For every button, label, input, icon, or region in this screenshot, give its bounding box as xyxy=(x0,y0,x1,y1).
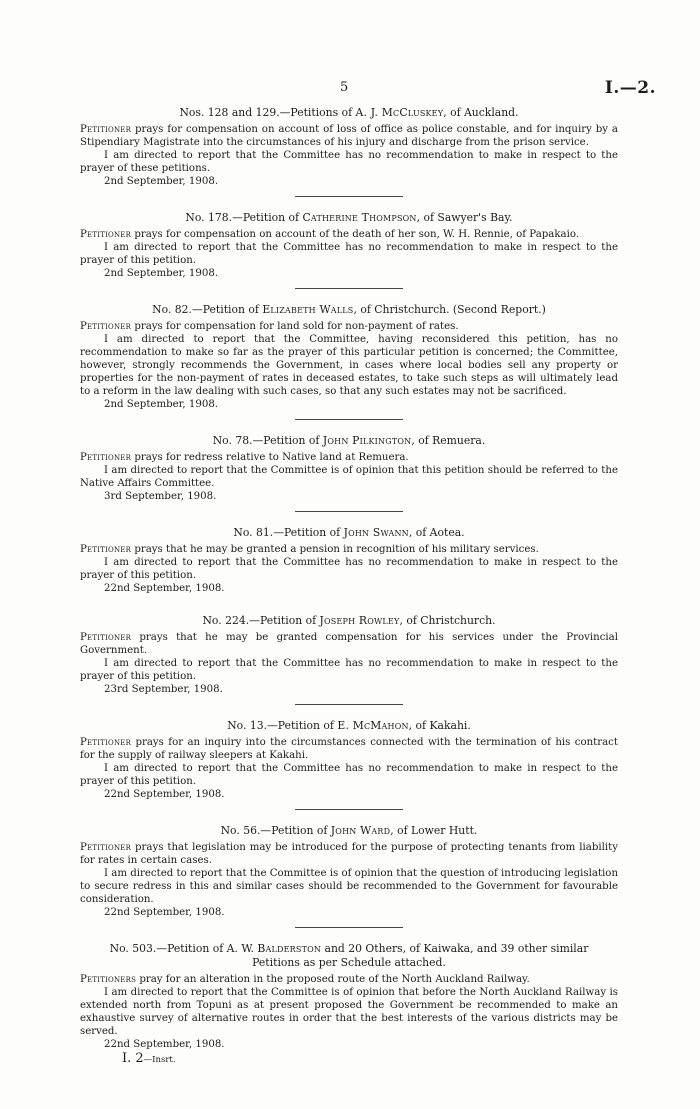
petitioner-name: Catherine Thompson xyxy=(302,211,417,224)
committee-report: I am directed to report that the Committee is of opinion that this petition should be referred to the Native Affairs Committee. xyxy=(80,465,618,489)
petition-prayer: Petitioner prays for compensation on account of the death of her son, W. H. Rennie, of Papakaio. xyxy=(80,229,580,240)
committee-report: I am directed to report that the Committee has no recommendation to make in respect to the prayer of this petition. xyxy=(80,763,618,787)
committee-report: I am directed to report that the Committee, having reconsidered this petition, has no recommendation to make so far as the prayer of this particular petition is concerned; the Committee, however, strongly recommends the Government, in cases where local bodies sell any property or properties for the non-payment of rates in deceased estates, to take such steps as will ultimately lead to a reform in the law dealing with such cases, so that any such estates may not be sacrificed. xyxy=(80,334,618,397)
petition-title: No. 82.—Petition of Elizabeth Walls, of Christchurch. (Second Report.) xyxy=(152,303,546,316)
petitioner-name: John Pilkington xyxy=(322,434,412,447)
petition-title: No. 224.—Petition of Joseph Rowley, of Christchurch. xyxy=(202,614,496,627)
petitioner-name: A. J. McCluskey xyxy=(355,106,444,119)
petition-prayer: Petitioner prays for an inquiry into the circumstances connected with the termination of his contract for the supply of railway sleepers at Kakahi. xyxy=(80,737,618,761)
petition-title: No. 503.—Petition of A. W. Balderston and 20 Others, of Kaiwaka, and 39 other similar Petitions as per Schedule attached. xyxy=(109,942,589,969)
petition-title: Nos. 128 and 129.—Petitions of A. J. McCluskey, of Auckland. xyxy=(179,106,519,119)
section-divider xyxy=(295,419,403,420)
committee-report: I am directed to report that the Committee has no recommendation to make in respect to the prayer of this petition. xyxy=(80,242,618,266)
committee-report: I am directed to report that the Committee is of opinion that the question of introducing legislation to secure redress in this and similar cases should be recommended to the Government for favourable consideration. xyxy=(80,868,618,905)
report-date: 3rd September, 1908. xyxy=(104,491,217,502)
petitioner-name: Elizabeth Walls xyxy=(262,303,354,316)
report-date: 2nd September, 1908. xyxy=(104,176,219,187)
report-date: 22nd September, 1908. xyxy=(104,583,225,594)
petition-prayer: Petitioner prays for compensation for land sold for non-payment of rates. xyxy=(80,321,459,332)
petition-prayer: Petitioner prays that legislation may be introduced for the purpose of protecting tenants from liability for rates in certain cases. xyxy=(80,842,618,866)
report-date: 22nd September, 1908. xyxy=(104,789,225,800)
report-date: 2nd September, 1908. xyxy=(104,399,219,410)
paper-reference: I.—2. xyxy=(604,78,656,98)
petition-entry xyxy=(80,942,618,1051)
petitioner-name: John Swann xyxy=(343,526,409,539)
petition-entry xyxy=(80,526,618,604)
petitioner-name: Balderston xyxy=(257,942,322,955)
footer-reference: I. 2—Insrt. xyxy=(122,1051,176,1066)
committee-report: I am directed to report that the Committee is of opinion that before the North Auckland Railway is extended north from Topuni as at present proposed the Government be recommended to make an exhaustive survey of alternative routes in order that the best interests of the various districts may be served. xyxy=(80,987,618,1037)
page-header xyxy=(0,80,700,100)
report-date: 23rd September, 1908. xyxy=(104,684,223,695)
report-date: 22nd September, 1908. xyxy=(104,907,225,918)
petitions-report xyxy=(80,106,618,1067)
petition-entry xyxy=(80,614,618,705)
report-date: 2nd September, 1908. xyxy=(104,268,219,279)
section-divider xyxy=(295,704,403,705)
section-divider xyxy=(295,511,403,512)
petitioner-name: Joseph Rowley xyxy=(319,614,400,627)
petition-prayer: Petitioner prays for compensation on account of loss of office as police constable, and for inquiry by a Stipendiary Magistrate into the circumstances of his injury and discharge from the prison service. xyxy=(80,124,618,148)
petition-entry xyxy=(80,106,618,197)
committee-report: I am directed to report that the Committee has no recommendation to make in respect to the prayer of these petitions. xyxy=(80,150,618,174)
petition-title: No. 81.—Petition of John Swann, of Aotea. xyxy=(233,526,465,539)
petition-entry xyxy=(80,434,618,512)
petition-entry xyxy=(80,719,618,810)
section-divider xyxy=(295,809,403,810)
petition-title: No. 13.—Petition of E. McMahon, of Kakahi. xyxy=(227,719,471,732)
petition-prayer: Petitioner prays for redress relative to Native land at Remuera. xyxy=(80,452,409,463)
section-divider xyxy=(295,927,403,928)
petition-entry xyxy=(80,211,618,289)
section-divider xyxy=(295,288,403,289)
petition-entry xyxy=(80,303,618,420)
petitioner-name: E. McMahon xyxy=(337,719,409,732)
petitioner-name: John Ward xyxy=(330,824,391,837)
petition-title: No. 56.—Petition of John Ward, of Lower Hutt. xyxy=(220,824,478,837)
section-divider xyxy=(295,196,403,197)
petition-prayer: Petitioners pray for an alteration in the proposed route of the North Auckland Railway. xyxy=(80,974,530,985)
committee-report: I am directed to report that the Committee has no recommendation to make in respect to the prayer of this petition. xyxy=(80,557,618,581)
petition-prayer: Petitioner prays that he may be granted compensation for his services under the Provincial Government. xyxy=(80,632,618,656)
petition-title: No. 178.—Petition of Catherine Thompson, of Sawyer's Bay. xyxy=(185,211,513,224)
petition-prayer: Petitioner prays that he may be granted a pension in recognition of his military services. xyxy=(80,544,539,555)
committee-report: I am directed to report that the Committee has no recommendation to make in respect to the prayer of this petition. xyxy=(80,658,618,682)
page-number: 5 xyxy=(340,80,349,95)
petition-entry xyxy=(80,824,618,928)
petition-title: No. 78.—Petition of John Pilkington, of Remuera. xyxy=(212,434,486,447)
report-date: 22nd September, 1908. xyxy=(104,1039,225,1050)
